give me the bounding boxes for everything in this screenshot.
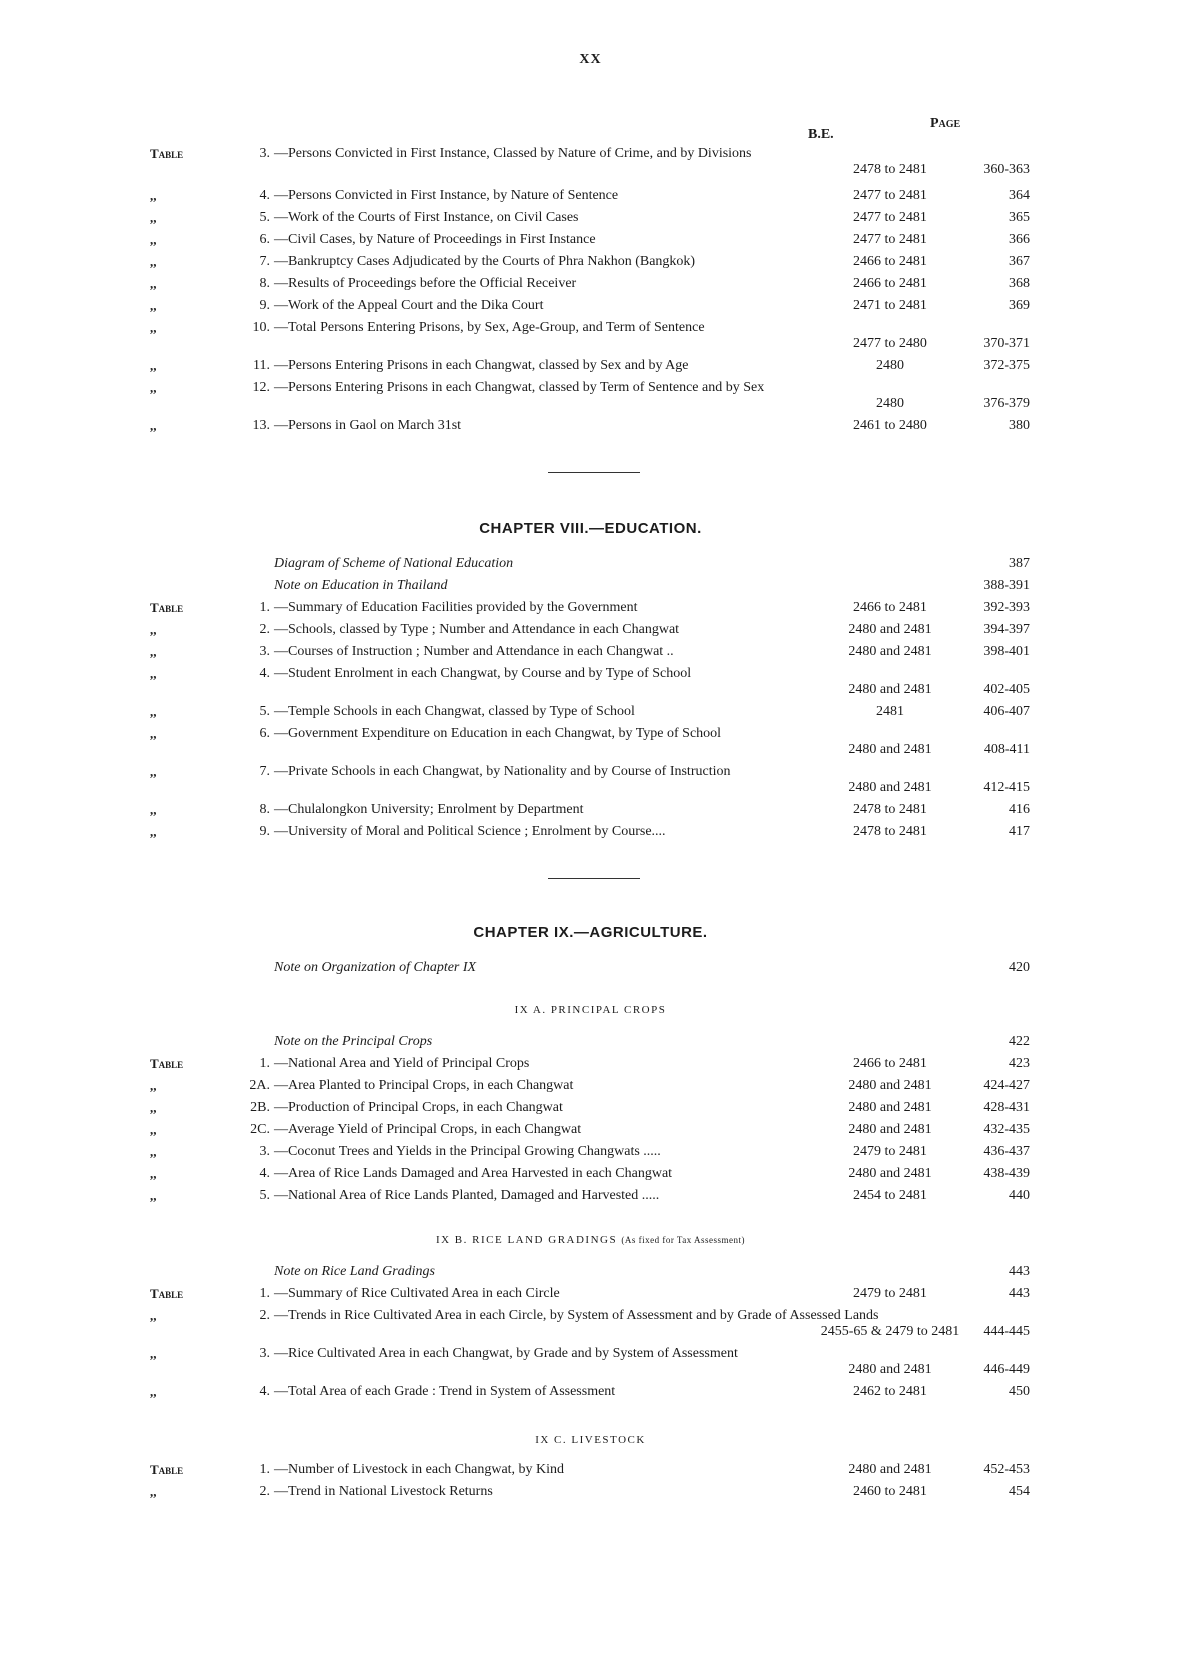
page-column-header: Page: [930, 116, 961, 131]
toc-note-row: Note on Rice Land Gradings 443: [274, 1264, 1030, 1279]
toc-row: ,, 5. —Work of the Courts of First Instance, on Civil Cases 2477 to 2481 365: [150, 210, 1030, 225]
toc-note-row: Note on Education in Thailand 388-391: [274, 578, 1030, 593]
toc-row: ,, 10. —Total Persons Entering Prisons, by Sex, Age-Group, and Term of Sentence 2477 to 2480 370-371: [150, 320, 1030, 351]
subsection-title: IX A. PRINCIPAL CROPS: [514, 1004, 667, 1016]
toc-row: Table 3. —Persons Convicted in First Instance, Classed by Nature of Crime, and by Divisions 2478 to 2481 360-363: [150, 146, 1030, 177]
chapter-title: CHAPTER IX.—AGRICULTURE.: [473, 924, 708, 941]
toc-row: ,, 7. —Bankruptcy Cases Adjudicated by the Courts of Phra Nakhon (Bangkok) 2466 to 2481 367: [150, 254, 1030, 269]
toc-note-row: Note on the Principal Crops 422: [274, 1034, 1030, 1049]
toc-row: Table 1. —Number of Livestock in each Changwat, by Kind 2480 and 2481 452-453: [150, 1462, 1030, 1477]
toc-row: ,, 4. —Student Enrolment in each Changwat, by Course and by Type of School 2480 and 2481 402-405: [150, 666, 1030, 697]
toc-row: ,, 6. —Civil Cases, by Nature of Proceedings in First Instance 2477 to 2481 366: [150, 232, 1030, 247]
toc-row: ,, 3. —Rice Cultivated Area in each Changwat, by Grade and by System of Assessment 2480 and 2481 446-449: [150, 1346, 1030, 1377]
toc-row: Table 1. —National Area and Yield of Principal Crops 2466 to 2481 423: [150, 1056, 1030, 1071]
toc-row: ,, 2C. —Average Yield of Principal Crops, in each Changwat 2480 and 2481 432-435: [150, 1122, 1030, 1137]
be-column-header: B.E.: [808, 127, 834, 142]
subsection-title: IX C. LIVESTOCK: [535, 1434, 646, 1446]
toc-row: ,, 5. —National Area of Rice Lands Planted, Damaged and Harvested ..... 2454 to 2481 440: [150, 1188, 1030, 1203]
toc-row: ,, 2. —Trends in Rice Cultivated Area in each Circle, by System of Assessment and by Grade of Assessed Lands 2455-65 & 2479 to 2481 444-445: [150, 1308, 1030, 1339]
toc-row: ,, 12. —Persons Entering Prisons in each Changwat, classed by Term of Sentence and by Sex 2480 376-379: [150, 380, 1030, 411]
toc-row: ,, 8. —Results of Proceedings before the Official Receiver 2466 to 2481 368: [150, 276, 1030, 291]
page-number: XX: [579, 52, 602, 67]
subsection-title-note: (As fixed for Tax Assessment): [621, 1235, 746, 1245]
toc-row: ,, 4. —Area of Rice Lands Damaged and Area Harvested in each Changwat 2480 and 2481 438-439: [150, 1166, 1030, 1181]
toc-row: ,, 11. —Persons Entering Prisons in each Changwat, classed by Sex and by Age 2480 372-375: [150, 358, 1030, 373]
toc-row: ,, 8. —Chulalongkon University; Enrolment by Department 2478 to 2481 416: [150, 802, 1030, 817]
chapter-title: CHAPTER VIII.—EDUCATION.: [479, 520, 702, 537]
subsection-title: IX B. RICE LAND GRADINGS (As fixed for Tax Assessment): [435, 1234, 746, 1246]
toc-row: Table 1. —Summary of Rice Cultivated Area in each Circle 2479 to 2481 443: [150, 1286, 1030, 1301]
toc-row: Table 1. —Summary of Education Facilities provided by the Government 2466 to 2481 392-393: [150, 600, 1030, 615]
toc-row: ,, 2. —Schools, classed by Type ; Number and Attendance in each Changwat 2480 and 2481 394-397: [150, 622, 1030, 637]
toc-row: ,, 3. —Coconut Trees and Yields in the Principal Growing Changwats ..... 2479 to 2481 436-437: [150, 1144, 1030, 1159]
toc-row: ,, 4. —Total Area of each Grade : Trend in System of Assessment 2462 to 2481 450: [150, 1384, 1030, 1399]
toc-row: ,, 9. —Work of the Appeal Court and the Dika Court 2471 to 2481 369: [150, 298, 1030, 313]
toc-row: ,, 5. —Temple Schools in each Changwat, classed by Type of School 2481 406-407: [150, 704, 1030, 719]
section-divider: [548, 472, 640, 473]
toc-row: ,, 9. —University of Moral and Political Science ; Enrolment by Course.... 2478 to 2481 417: [150, 824, 1030, 839]
toc-row: ,, 6. —Government Expenditure on Education in each Changwat, by Type of School 2480 and 2481 408-411: [150, 726, 1030, 757]
toc-note-row: Diagram of Scheme of National Education 387: [274, 556, 1030, 571]
toc-row: ,, 2B. —Production of Principal Crops, in each Changwat 2480 and 2481 428-431: [150, 1100, 1030, 1115]
toc-row: ,, 4. —Persons Convicted in First Instance, by Nature of Sentence 2477 to 2481 364: [150, 188, 1030, 203]
toc-note-row: Note on Organization of Chapter IX 420: [274, 960, 1030, 975]
toc-row: ,, 7. —Private Schools in each Changwat, by Nationality and by Course of Instruction 2480 and 2481 412-415: [150, 764, 1030, 795]
toc-row: ,, 13. —Persons in Gaol on March 31st 2461 to 2480 380: [150, 418, 1030, 433]
toc-row: ,, 2. —Trend in National Livestock Returns 2460 to 2481 454: [150, 1484, 1030, 1499]
toc-row: ,, 2A. —Area Planted to Principal Crops, in each Changwat 2480 and 2481 424-427: [150, 1078, 1030, 1093]
toc-row: ,, 3. —Courses of Instruction ; Number and Attendance in each Changwat .. 2480 and 2481 398-401: [150, 644, 1030, 659]
section-divider: [548, 878, 640, 879]
